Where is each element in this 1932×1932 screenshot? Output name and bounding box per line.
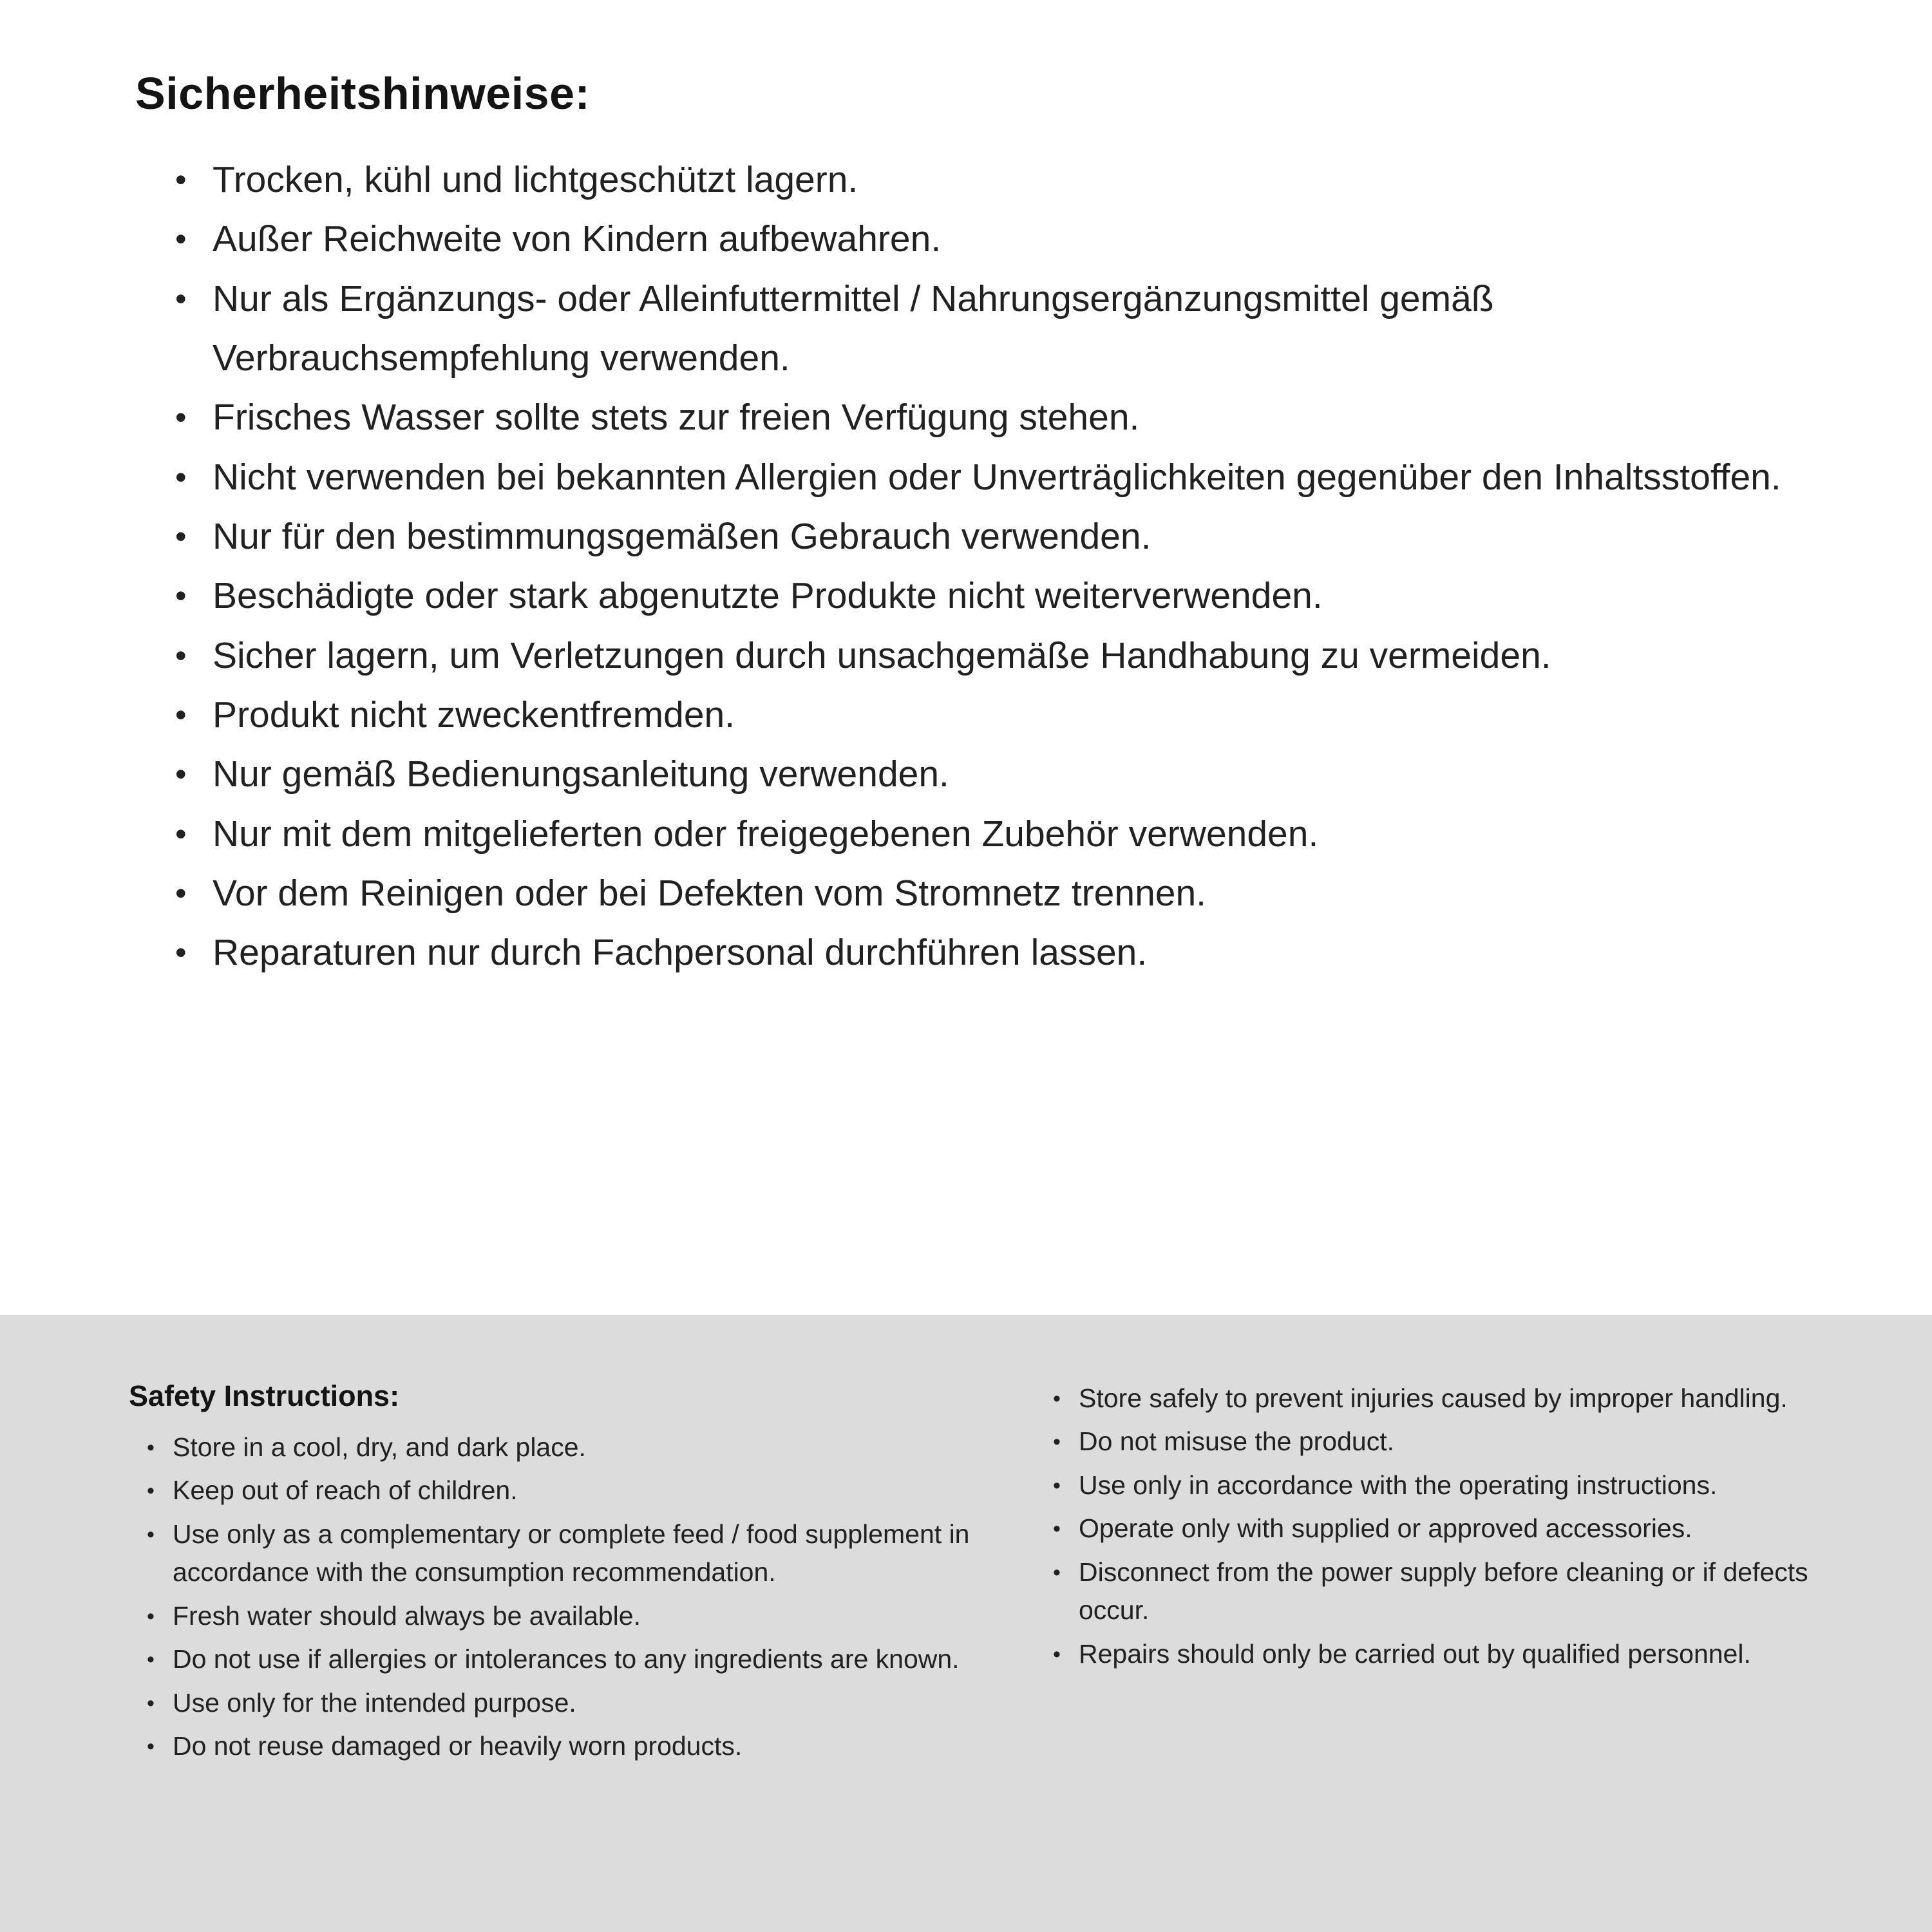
list-item: • Frisches Wasser sollte stets zur freien Verfügung stehen. — [175, 388, 1816, 447]
list-item: • Repairs should only be carried out by qualified personnel. — [1053, 1635, 1835, 1673]
list-item: • Nur als Ergänzungs- oder Alleinfuttermittel / Nahrungsergänzungsmittel gemäß Verbrauchsempfehlung verwenden. — [175, 269, 1816, 388]
list-item: • Fresh water should always be available. — [147, 1597, 979, 1635]
list-item: • Do not misuse the product. — [1053, 1423, 1835, 1461]
english-safety-section — [0, 1315, 1932, 1932]
list-item: • Reparaturen nur durch Fachpersonal durchführen lassen. — [175, 923, 1816, 982]
list-item: • Disconnect from the power supply before cleaning or if defects occur. — [1053, 1553, 1835, 1630]
list-item: • Do not reuse damaged or heavily worn products. — [147, 1727, 979, 1765]
list-item: • Trocken, kühl und lichtgeschützt lagern. — [175, 150, 1816, 209]
english-left-column — [129, 1379, 979, 1893]
english-section-title: Safety Instructions: — [129, 1379, 400, 1412]
list-item: • Use only for the intended purpose. — [147, 1684, 979, 1722]
list-item: • Use only as a complementary or complete feed / food supplement in accordance with the consumption recommendation. — [147, 1515, 979, 1592]
list-item: • Beschädigte oder stark abgenutzte Produkte nicht weiterverwenden. — [175, 566, 1816, 625]
list-item: • Nur für den bestimmungsgemäßen Gebrauch verwenden. — [175, 507, 1816, 566]
english-right-column — [1053, 1379, 1835, 1893]
list-item: • Nur mit dem mitgelieferten oder freigegebenen Zubehör verwenden. — [175, 804, 1816, 864]
list-item: • Vor dem Reinigen oder bei Defekten vom Stromnetz trennen. — [175, 864, 1816, 923]
german-safety-list — [175, 150, 1816, 983]
german-section-title: Sicherheitshinweise: — [135, 68, 591, 118]
list-item: • Store safely to prevent injuries caused by improper handling. — [1053, 1379, 1835, 1417]
list-item: • Store in a cool, dry, and dark place. — [147, 1428, 979, 1466]
list-item: • Sicher lagern, um Verletzungen durch unsachgemäße Handhabung zu vermeiden. — [175, 626, 1816, 685]
english-safety-list-right — [1053, 1379, 1835, 1673]
list-item: • Produkt nicht zweckentfremden. — [175, 685, 1816, 744]
list-item: • Keep out of reach of children. — [147, 1472, 979, 1510]
list-item: • Do not use if allergies or intolerances to any ingredients are known. — [147, 1640, 979, 1678]
list-item: • Nur gemäß Bedienungsanleitung verwenden. — [175, 744, 1816, 804]
list-item: • Außer Reichweite von Kindern aufbewahren. — [175, 209, 1816, 269]
list-item: • Operate only with supplied or approved accessories. — [1053, 1510, 1835, 1548]
english-safety-list-left — [147, 1428, 979, 1766]
list-item: • Use only in accordance with the operating instructions. — [1053, 1466, 1835, 1504]
list-item: • Nicht verwenden bei bekannten Allergien oder Unverträglichkeiten gegenüber den Inhaltsstoffen. — [175, 448, 1816, 507]
